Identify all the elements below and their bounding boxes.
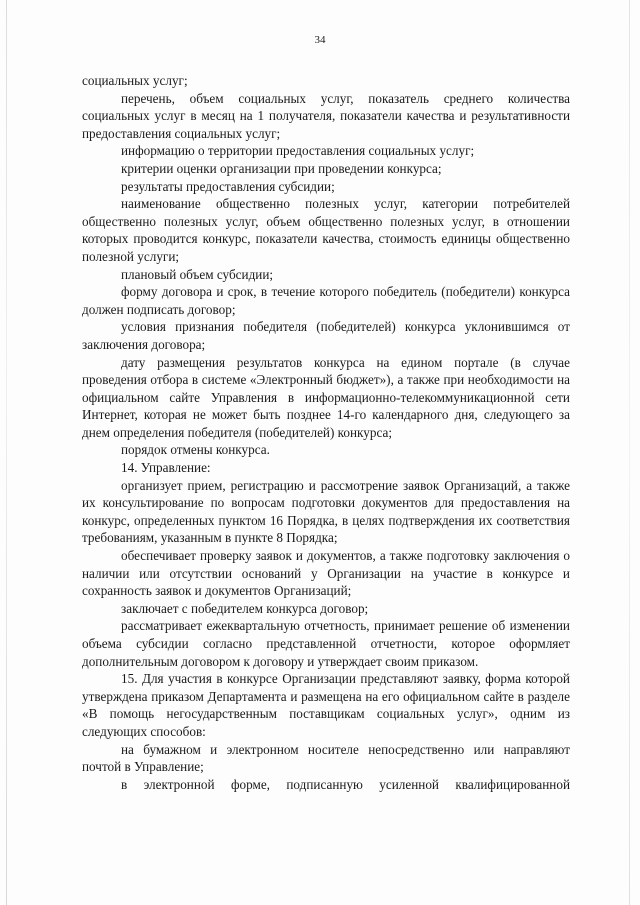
paragraph-15: заключает с победителем конкурса договор; [121, 600, 369, 616]
paragraph-2: перечень, объем социальных услуг, показатель среднего количества социальных услуг в месяц на 1 получателя, показатели качества и результативности предоставления социальных услуг; [82, 90, 570, 141]
paragraph-14: обеспечивает проверку заявок и документов, а также подготовку заключения о наличии или отсутствии оснований у Организации на участие в конкурсе и сохранность заявок и документов Организаций; [82, 548, 570, 599]
section-14-heading: 14. Управление: [121, 460, 211, 476]
paragraph-18: на бумажном и электронном носителе непосредственно или направляют почтой в Управление; [82, 741, 570, 775]
paragraph-19: в электронной форме, подписанную усиленной квалифицированной [121, 776, 570, 792]
paragraph-5: результаты предоставления субсидии; [121, 178, 335, 194]
paragraph-11: порядок отмены конкурса. [121, 442, 270, 458]
document-body [82, 72, 570, 793]
paragraph-6: наименование общественно полезных услуг, категории потребителей общественно полезных услуг, объем общественно полезных услуг, в отношении которых проводится конкурс, показатели качества, стоимость единицы общественно полезной услуги; [82, 196, 570, 264]
page-number: 34 [314, 34, 326, 46]
paragraph-16: рассматривает ежеквартальную отчетность, принимает решение об изменении объема субсидии согласно представленной отчетности, которое оформляет дополнительным договором к договору и утверждает своим приказом. [82, 618, 570, 669]
paragraph-9: условия признания победителя (победителей) конкурса уклонившимся от заключения договора; [82, 319, 570, 352]
scan-edge-left [6, 0, 7, 905]
paragraph-13: организует прием, регистрацию и рассмотрение заявок Организаций, а также их консультирование по вопросам подготовки документов для предоставления на конкурс, определенных пунктом 16 Порядка, в целях подтверждения их соответствия требованиям, указанным в пункте 8 Порядка; [82, 477, 570, 546]
paragraph-10: дату размещения результатов конкурса на едином портале (в случае проведения отбора в системе «Электронный бюджет»), а также при необходимости на официальном сайте Управления в информационно-телекоммуникационной сети Интернет, которая не может быть позднее 14-го календарного дня, следующего за днем определения победителя (победителей) конкурса; [82, 354, 570, 440]
paragraph-1: социальных услуг; [82, 73, 188, 88]
scan-edge-right [629, 0, 630, 905]
paragraph-7: плановый объем субсидии; [121, 266, 274, 282]
paragraph-4: критерии оценки организации при проведении конкурса; [121, 160, 442, 176]
paragraph-3: информацию о территории предоставления социальных услуг; [121, 143, 475, 159]
paragraph-8: форму договора и срок, в течение которого победитель (победители) конкурса должен подписать договор; [82, 284, 570, 317]
section-15-paragraph: 15. Для участия в конкурсе Организации представляют заявку, форма которой утверждена приказом Департамента и размещена на его официальном сайте в разделе «В помощь негосударственным поставщикам социальных услуг», одним из следующих способов: [82, 671, 570, 739]
